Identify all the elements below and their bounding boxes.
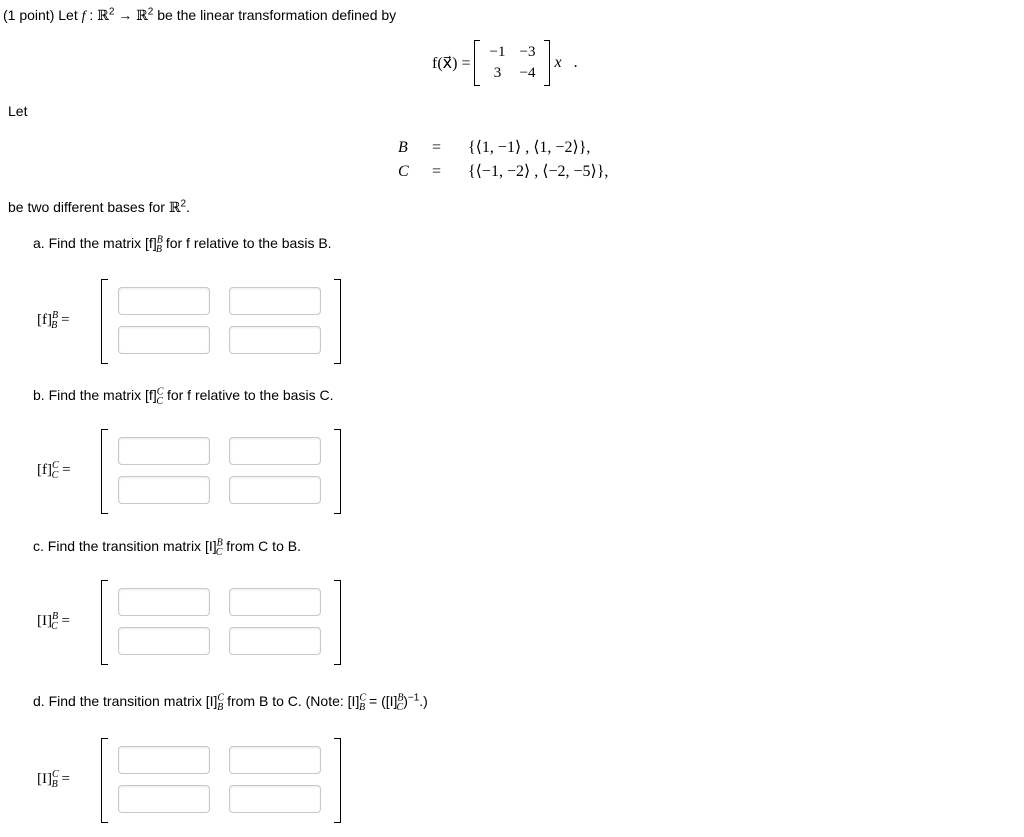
answer-b [37, 429, 341, 512]
answer-d-label [37, 771, 101, 788]
answer-b-input-01[interactable] [229, 437, 321, 465]
answer-d-input-11[interactable] [229, 785, 321, 813]
definition-rhs: x⃗. [554, 54, 579, 71]
intro-suffix: be the linear transformation defined by [153, 7, 397, 23]
answer-d-label-sup: C [52, 769, 59, 780]
basis-B [398, 137, 590, 157]
answer-a-equals: = [60, 312, 70, 328]
question-d-note-exp: −1 [407, 692, 420, 704]
answer-c-matrix [101, 580, 341, 663]
answer-b-input-00[interactable] [118, 437, 210, 465]
answer-b-label-text: [f] [37, 462, 52, 478]
def-cell-00: −1 [489, 44, 506, 60]
answer-d-equals: = [61, 771, 70, 787]
question-a-text: a. Find the matrix [f] [33, 235, 157, 251]
question-c [33, 537, 301, 558]
basis-C [398, 161, 608, 181]
intro-f: f [81, 9, 86, 24]
answer-a-input-11[interactable] [229, 326, 321, 354]
let-label: Let [8, 103, 28, 119]
basis-C-name: C [398, 163, 409, 180]
answer-d-input-00[interactable] [118, 746, 210, 774]
basis-B-eq: = [432, 139, 442, 156]
question-c-sub: C [215, 546, 223, 558]
answer-c-input-10[interactable] [118, 627, 210, 655]
question-d [33, 692, 428, 713]
question-d-note-eq: = ([I] [365, 693, 398, 709]
question-b-sub: C [156, 395, 164, 407]
question-d-note-sub: B [359, 701, 366, 713]
answer-d-label-text: [I] [37, 771, 52, 787]
bases-text [8, 199, 190, 217]
answer-b-label-sup: C [52, 460, 59, 471]
definition-matrix [474, 40, 550, 86]
def-cell-10: 3 [493, 65, 502, 81]
question-c-rest: from C to B. [222, 538, 301, 554]
question-d-note-sup: C [359, 692, 367, 704]
intro-line [3, 7, 396, 25]
answer-a-input-00[interactable] [118, 287, 210, 315]
answer-c-label-sup: B [52, 611, 59, 622]
answer-b-equals: = [62, 462, 71, 478]
answer-a-matrix [101, 279, 341, 362]
answer-b-input-11[interactable] [229, 476, 321, 504]
answer-a-label [37, 312, 101, 329]
answer-b-label [37, 462, 101, 479]
basis-C-eq: = [432, 163, 442, 180]
answer-c-equals: = [61, 613, 70, 629]
answer-c [37, 580, 341, 663]
answer-c-label-sub: C [51, 621, 58, 632]
def-cell-01: −3 [519, 44, 536, 60]
answer-b-input-10[interactable] [118, 476, 210, 504]
question-d-note-sup2: B [397, 692, 404, 704]
bases-text-R: ℝ [168, 201, 181, 216]
bases-text-prefix: be two different bases for [8, 199, 169, 215]
question-d-text: d. Find the transition matrix [I] [33, 693, 218, 709]
answer-a-input-10[interactable] [118, 326, 210, 354]
question-b-text: b. Find the matrix [f] [33, 387, 157, 403]
question-b [33, 386, 334, 407]
answer-c-label-text: [I] [37, 613, 52, 629]
basis-B-value: {⟨1, −1⟩ , ⟨1, −2⟩}, [468, 139, 591, 156]
answer-c-label [37, 613, 101, 630]
intro-colon: : [85, 7, 98, 23]
question-d-sub: B [217, 701, 224, 713]
definition [432, 40, 578, 86]
basis-C-value: {⟨−1, −2⟩ , ⟨−2, −5⟩}, [468, 163, 609, 180]
definition-lhs: f(x⃗) = [432, 55, 471, 72]
question-d-rest: from B to C. (Note: [I] [223, 693, 360, 709]
question-b-rest: for f relative to the basis C. [163, 387, 334, 403]
question-d-note-end: .) [419, 693, 428, 709]
def-cell-11: −4 [519, 65, 536, 81]
answer-a-label-sup: B [52, 310, 59, 321]
answer-d-matrix [101, 738, 341, 821]
intro-codomain: ℝ [136, 9, 148, 24]
answer-c-input-01[interactable] [229, 588, 321, 616]
question-a-rest: for f relative to the basis B. [161, 235, 332, 251]
question-c-sup: B [216, 537, 223, 549]
intro-domain-exp: 2 [108, 6, 115, 18]
answer-b-label-sub: C [51, 470, 59, 481]
answer-a-input-01[interactable] [229, 287, 321, 315]
question-d-note-close: ) [403, 693, 408, 709]
intro-codomain-exp: 2 [147, 6, 154, 18]
question-d-sup: C [217, 692, 225, 704]
answer-a [37, 279, 341, 362]
bases-text-exp: 2 [180, 198, 187, 210]
bases-text-suffix: . [186, 199, 190, 215]
question-b-sup: C [156, 386, 164, 398]
answer-a-label-text: [f] [37, 312, 52, 328]
question-a-sub: B [155, 243, 162, 255]
question-d-note-sub2: C [396, 701, 404, 713]
answer-a-label-sub: B [51, 320, 58, 331]
answer-d [37, 738, 341, 821]
answer-d-input-10[interactable] [118, 785, 210, 813]
intro-domain: ℝ [97, 9, 109, 24]
question-a [33, 234, 332, 255]
question-a-sup: B [156, 234, 163, 246]
answer-c-input-00[interactable] [118, 588, 210, 616]
answer-d-label-sub: B [51, 779, 58, 790]
intro-arrow: → [114, 7, 137, 23]
question-c-text: c. Find the transition matrix [I] [33, 538, 217, 554]
answer-c-input-11[interactable] [229, 627, 321, 655]
answer-b-matrix [101, 429, 341, 512]
intro-prefix: (1 point) Let [3, 7, 78, 23]
basis-B-name: B [398, 139, 408, 156]
answer-d-input-01[interactable] [229, 746, 321, 774]
